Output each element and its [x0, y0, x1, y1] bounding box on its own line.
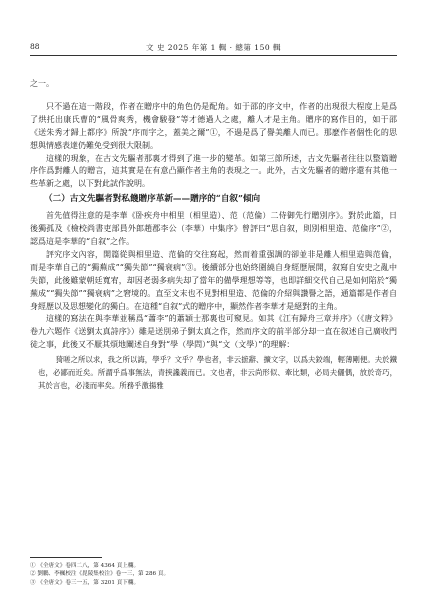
paragraph-2: 只不過在這一階段，作者在贈序中的角色仍是配角。如于邵的序文中，作者的出現很大程度上是爲了烘托出康氏曹的“風骨爽秀，機會駿發”等才德過人之處，離人才是主角。贈序的寫作目的，如于邵《送朱秀才歸上都序》所說“序而字之，蓋美之爾”①，不過是爲了譽美離人而已。那麽作者個性化的思想與情感表達仍難免受到很大限制。 — [30, 101, 397, 150]
header-rule — [30, 55, 397, 56]
page-number: 88 — [30, 42, 40, 51]
paragraph-6: 這樣的寫法在與李華並稱爲“蕭李”的蕭穎士那裏也可窺見。如其《江有歸舟三章并序》（《唐文粹》卷九六題作《送劉太真詩序》）雖是送別弟子劉太真之作，然而序文的前半部分却一直在叙述自己廣收門徒之事，此後又不厭其煩地闡述自身對“學（學問）”與“文（文學）”的理解： — [30, 314, 397, 350]
paragraph-5: 評究序文內容，開篇從與相里造、范倫的交往寫起，然而着重强調的卻並非是離人相里造與范倫，而是李華自己的“獨蕪成”“獨失節”“獨衰病”③。後續部分也始終圍繞自身經歷展開，叙寫自安史之亂中失節，此後雖蒙朝廷寬宥，却因老弱多病失却了當年的備學理想等等，也即詳細交代自己是如何陷於“獨蕪成”“獨失節”“獨衰病”之窘境的。直至文末也不見對相里造、范倫的介紹與讚譽之語，通篇都是作者自身經歷以及思想變化的獨白。在這種“自叙”式的贈序中，顯然作者李華才是絕對的主角。 — [30, 249, 397, 311]
footnotes — [30, 562, 397, 587]
footnote-2: ② 劉鵬、李楓校注《毘陵集校注》卷一三，第 286 頁。 — [30, 571, 170, 578]
paragraph-gap — [30, 91, 397, 101]
running-header — [30, 42, 397, 54]
footnote-rule — [30, 557, 102, 558]
paragraph-4: 首先值得注意的是李華《卧疾舟中相里（相里造）、范（范倫）二侍御先行贈別序》。對於此篇，日後獨孤及《檢校尚書吏部員外郎趙郡李公（李華）中集序》曾評曰“思自叙，則別相里造、范倫序”②，認爲這是李華的“自叙”之作。 — [30, 211, 397, 246]
block-quote: 猗嗟之所以求，我之所以誨，學乎？文乎？學也者，非云摭辭、擴文字，以爲夫鉸端，輕薄剛便。夫於鐵也，必鄙而近矣。所謂乎爲事無法，青挾讒義而已。文也者，非云尚形似、牽比類，必局夫儷偶，放於奇巧，其於言也，必淺而率矣。所務乎激揚雅 — [38, 355, 397, 390]
paragraph-3: 這樣的現象，在古文先驅者那裏才得到了進一步的變革。如第三節所述，古文先驅者往往以整篇贈序作爲對離人的贈言，這其實是在有意凸顯作者主角的表現之一。此外，古文先驅者的贈序還有其他一些革新之處，以下對此試作說明。 — [30, 153, 397, 189]
footnote-1: ① 《全唐文》卷四二八，第 4364 頁上欄。 — [30, 563, 140, 569]
paragraph-1: 之一。 — [30, 79, 54, 88]
journal-title: 文 史 2025 年第 1 輯 · 總第 150 輯 — [145, 43, 281, 52]
footnote-3: ③ 《全唐文》卷三一五，第 3201 頁下欄。 — [30, 579, 140, 586]
main-text — [30, 78, 397, 393]
section-heading: （二）古文先驅者對私餞贈序革新——贈序的“自叙”傾向 — [44, 194, 261, 205]
